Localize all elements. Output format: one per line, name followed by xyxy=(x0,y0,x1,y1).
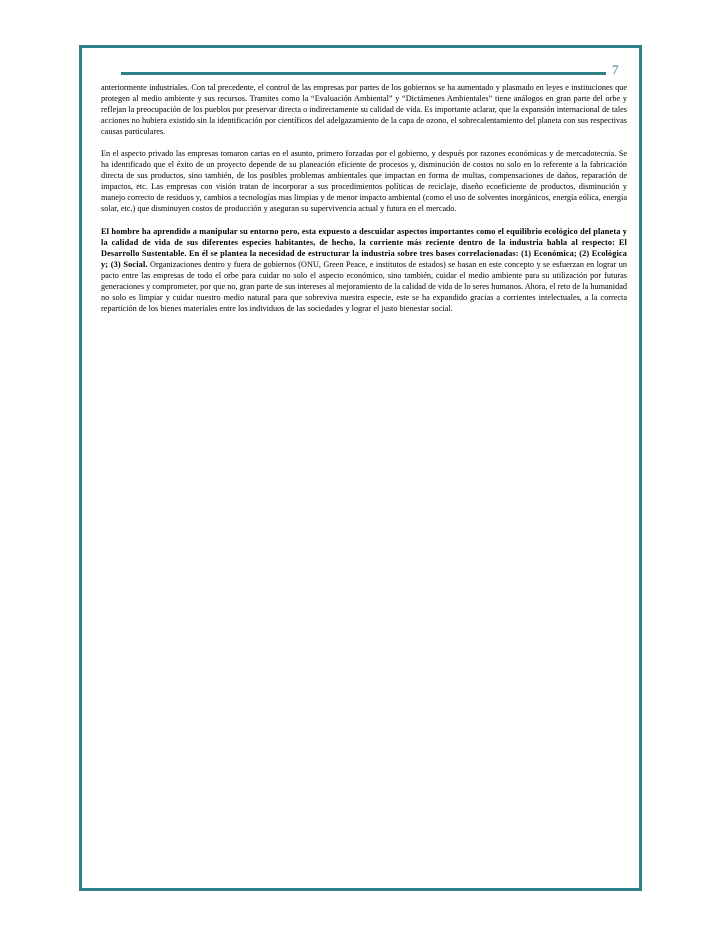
page-number: 7 xyxy=(612,62,619,77)
paragraph-3-text: Organizaciones dentro y fuera de gobiernos (ONU, Green Peace, e institutos de estados) se basan en este concepto y se esfuerzan en lograr un pacto entre las empresas de todo el orbe para cuidar no solo el aspecto económico, sino también, cuidar el medio ambiente para su utilización por futuras generaciones y comprometer, por que no, gran parte de sus intereses al mejoramiento de la calidad de vida de lo seres humanos. Ahora, el reto de la humanidad no solo es limpiar y cuidar nuestro medio natural para que sobreviva nuestra especie, este se ha expandido gracias a corrientes intelectuales, a la correcta repartición de los bienes materiales entre los individuos de las sociedades y lograr el justo bienestar social. xyxy=(101,259,627,313)
paragraph-1: anteriormente industriales. Con tal precedente, el control de las empresas por partes de los gobiernos se ha aumentado y plasmado en leyes e instituciones que protegen al medio ambiente y sus recursos. Tramites como la “Evaluación Ambiental” y “Dictámenes Ambientales” tiene análogos en gran parte del orbe y reflejan la preocupación de los pueblos por preservar directa o indirectamente su calidad de vida. Es importante aclarar, que la expansión internacional de tales acciones no hubiera existido sin la identificación por científicos del adelgazamiento de la capa de ozono, el sobrecalentamiento del planeta con sus respectivas causas particulares. xyxy=(101,83,627,137)
paragraph-3 xyxy=(101,226,627,314)
header-rule xyxy=(121,72,606,75)
paragraph-3-bold-intro: El hombre ha aprendido a manipular su entorno pero, esta expuesto a descuidar aspectos importantes como el equilibrio ecológico del planeta y la calidad de vida de sus diferentes especies habitantes, de hecho, la corriente más reciente dentro de la industria habla al respecto: El Desarrollo Sustentable. En él se plantea la necesidad de estructurar la industria sobre tres bases correlacionadas: (1) Económica; (2) Ecológica y; (3) Social. xyxy=(101,226,627,269)
paragraph-2: En el aspecto privado las empresas tomaron cartas en el asunto, primero forzadas por el gobierno, y después por razones económicas y de mercadotecnia. Se ha identificado que el éxito de un proyecto depende de su planeación eficiente de procesos y, disminución de costos no solo en lo referente a la fabricación directa de sus productos, sino también, de los posibles problemas ambientales que impactan en forma de multas, compensaciones de daños, reparación de impactos, etc. Las empresas con visión tratan de incorporar a sus procedimientos políticas de reciclaje, diseño ecoeficiente de productos, disminución y manejo correcto de residuos y, cambios a tecnologías mas limpias y de menor impacto ambiental (como el uso de solventes inorgánicos, energía eólica, energía solar, etc.) que disminuyen costos de producción y aseguran su supervivencia actual y futura en el mercado. xyxy=(101,149,627,214)
document-body xyxy=(101,82,627,325)
